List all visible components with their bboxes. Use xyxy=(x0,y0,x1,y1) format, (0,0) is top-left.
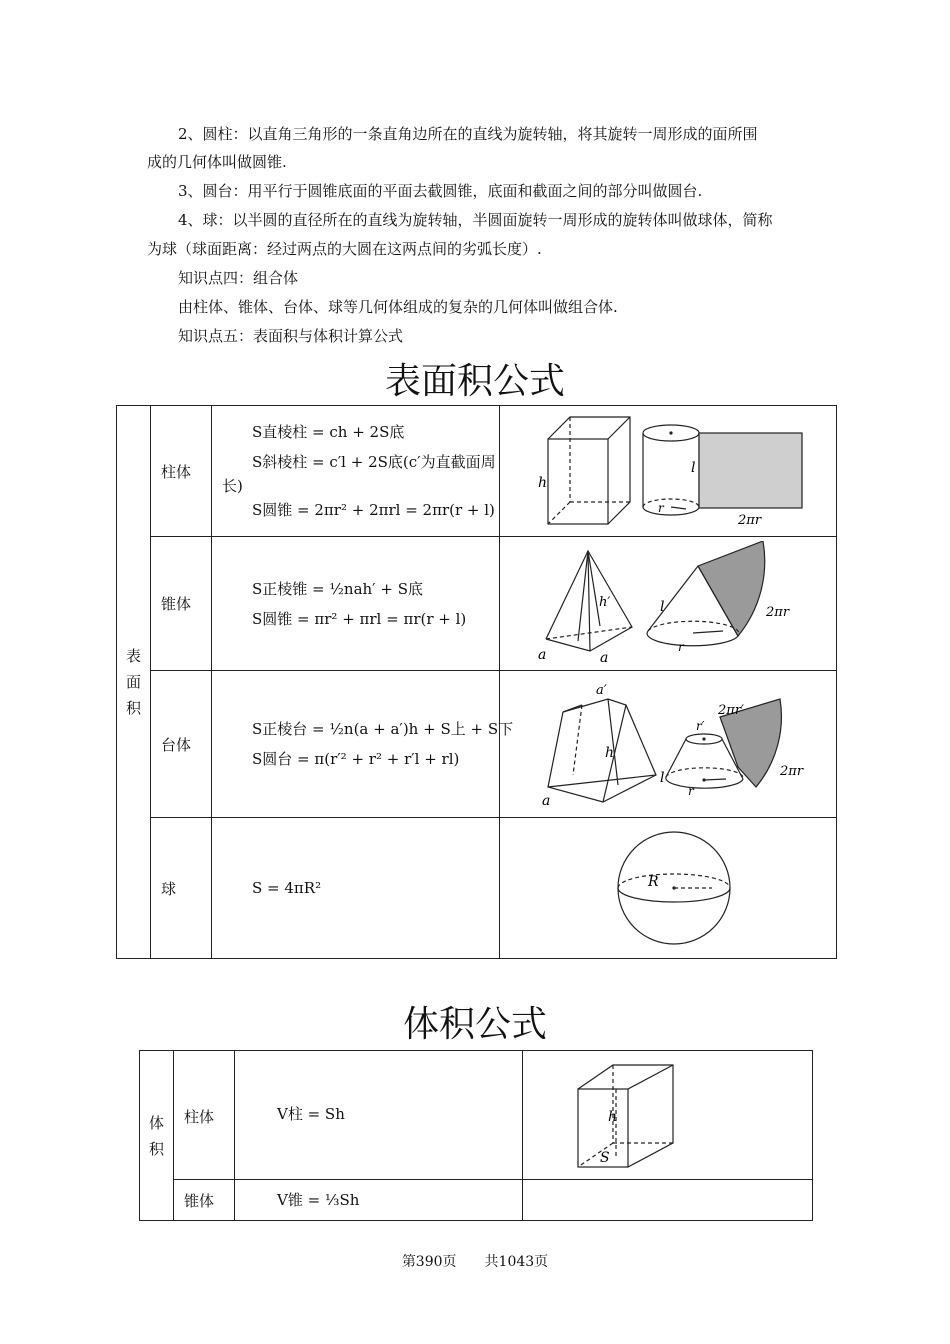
svg-text:r′: r′ xyxy=(696,718,705,733)
formula-cylinder: S圆锥 = 2πr² + 2πrl = 2πr(r + l) xyxy=(252,501,495,519)
formula-circular-frustum: S圆台 = π(r′² + r² + r′l + rl) xyxy=(252,750,460,768)
svg-text:2πr′: 2πr′ xyxy=(718,702,744,718)
formula-prism xyxy=(212,406,500,537)
svg-text:h: h xyxy=(538,474,548,491)
volume-row-label-prism: 柱体 xyxy=(174,1051,235,1180)
prism-cylinder-figure xyxy=(508,409,828,534)
svg-text:l: l xyxy=(660,599,665,615)
para-sphere-cont: 为球（球面距离：经过两点的大圆在这两点间的劣弧长度）. xyxy=(147,240,542,258)
volume-formula-cone xyxy=(235,1180,523,1221)
svg-text:2πr: 2πr xyxy=(766,605,790,620)
figure-sphere xyxy=(500,818,837,959)
formula-frustum xyxy=(212,671,514,818)
formula-oblique-prism: S斜棱柱 = c′l + 2S底(c′为直截面周 xyxy=(252,453,496,471)
svg-text:r: r xyxy=(658,500,664,515)
para-frustum: 3、圆台：用平行于圆锥底面的平面去截圆锥，底面和截面之间的部分叫做圆台. xyxy=(178,182,703,200)
svg-text:a: a xyxy=(538,647,547,663)
volume-cone-figure-cell xyxy=(523,1180,813,1221)
surface-area-table xyxy=(116,405,837,959)
formula-cone-volume: V锥 = ⅓Sh xyxy=(277,1191,360,1209)
knowledge-point-5: 知识点五：表面积与体积计算公式 xyxy=(178,327,404,345)
para-cylinder: 2、圆柱：以直角三角形的一条直角边所在的直线为旋转轴，将其旋转一周形成的面所围 xyxy=(178,125,758,143)
figure-pyramid-cone xyxy=(500,537,837,671)
formula-cone xyxy=(212,537,500,671)
para-sphere: 4、球：以半圆的直径所在的直线为旋转轴，半圆面旋转一周形成的旋转体叫做球体，简称 xyxy=(178,211,773,229)
svg-text:2πr: 2πr xyxy=(738,512,762,528)
figure-frustum xyxy=(500,671,837,818)
svg-text:r: r xyxy=(678,640,684,654)
row-label-prism: 柱体 xyxy=(151,406,212,537)
row-label-frustum: 台体 xyxy=(151,671,212,818)
svg-text:a′: a′ xyxy=(596,682,607,698)
row-label-cone: 锥体 xyxy=(151,537,212,671)
surface-group-label: 表 面 积 xyxy=(117,406,151,959)
surface-area-title: 表面积公式 xyxy=(384,361,565,402)
formula-right-prism: S直棱柱 = ch + 2S底 xyxy=(252,423,405,441)
svg-text:r: r xyxy=(688,783,694,798)
svg-text:a: a xyxy=(600,650,609,666)
svg-text:l: l xyxy=(691,459,696,476)
svg-text:h: h xyxy=(605,744,615,761)
formula-regular-frustum: S正棱台 = ½n(a + a′)h + S上 + S下 xyxy=(252,720,514,738)
figure-volume-prism xyxy=(523,1051,813,1180)
figure-prism-cylinder xyxy=(500,406,837,537)
sphere-figure xyxy=(508,826,828,951)
svg-text:2πr: 2πr xyxy=(780,763,804,779)
frustum-figure xyxy=(508,677,828,812)
svg-text:h: h xyxy=(607,1109,617,1125)
formula-prism-volume: V柱 = Sh xyxy=(277,1105,345,1123)
formula-sphere-area: S = 4πR² xyxy=(252,879,322,897)
svg-text:a: a xyxy=(542,792,551,809)
svg-text:h′: h′ xyxy=(599,595,611,610)
formula-circular-cone: S圆锥 = πr² + πrl = πr(r + l) xyxy=(252,609,467,628)
svg-text:R: R xyxy=(648,873,659,890)
volume-row-label-cone: 锥体 xyxy=(174,1180,235,1221)
svg-text:S: S xyxy=(599,1150,610,1166)
pyramid-cone-figure xyxy=(508,541,828,666)
volume-title: 体积公式 xyxy=(402,1004,547,1045)
formula-oblique-prism-cont: 长) xyxy=(222,477,243,495)
volume-prism-figure xyxy=(528,1055,808,1175)
volume-group-label: 体 积 xyxy=(140,1051,174,1221)
row-label-sphere: 球 xyxy=(151,818,212,959)
volume-table xyxy=(139,1050,813,1221)
page-footer: 第390页 共1043页 xyxy=(401,1254,549,1270)
formula-regular-pyramid: S正棱锥 = ½nah′ + S底 xyxy=(252,579,423,598)
knowledge-point-4-text: 由柱体、锥体、台体、球等几何体组成的复杂的几何体叫做组合体. xyxy=(178,298,618,316)
volume-formula-prism xyxy=(235,1051,523,1180)
svg-text:l: l xyxy=(660,769,665,786)
knowledge-point-4: 知识点四：组合体 xyxy=(178,269,299,287)
para-cylinder-cont: 成的几何体叫做圆锥. xyxy=(147,153,287,171)
formula-sphere xyxy=(212,818,500,959)
